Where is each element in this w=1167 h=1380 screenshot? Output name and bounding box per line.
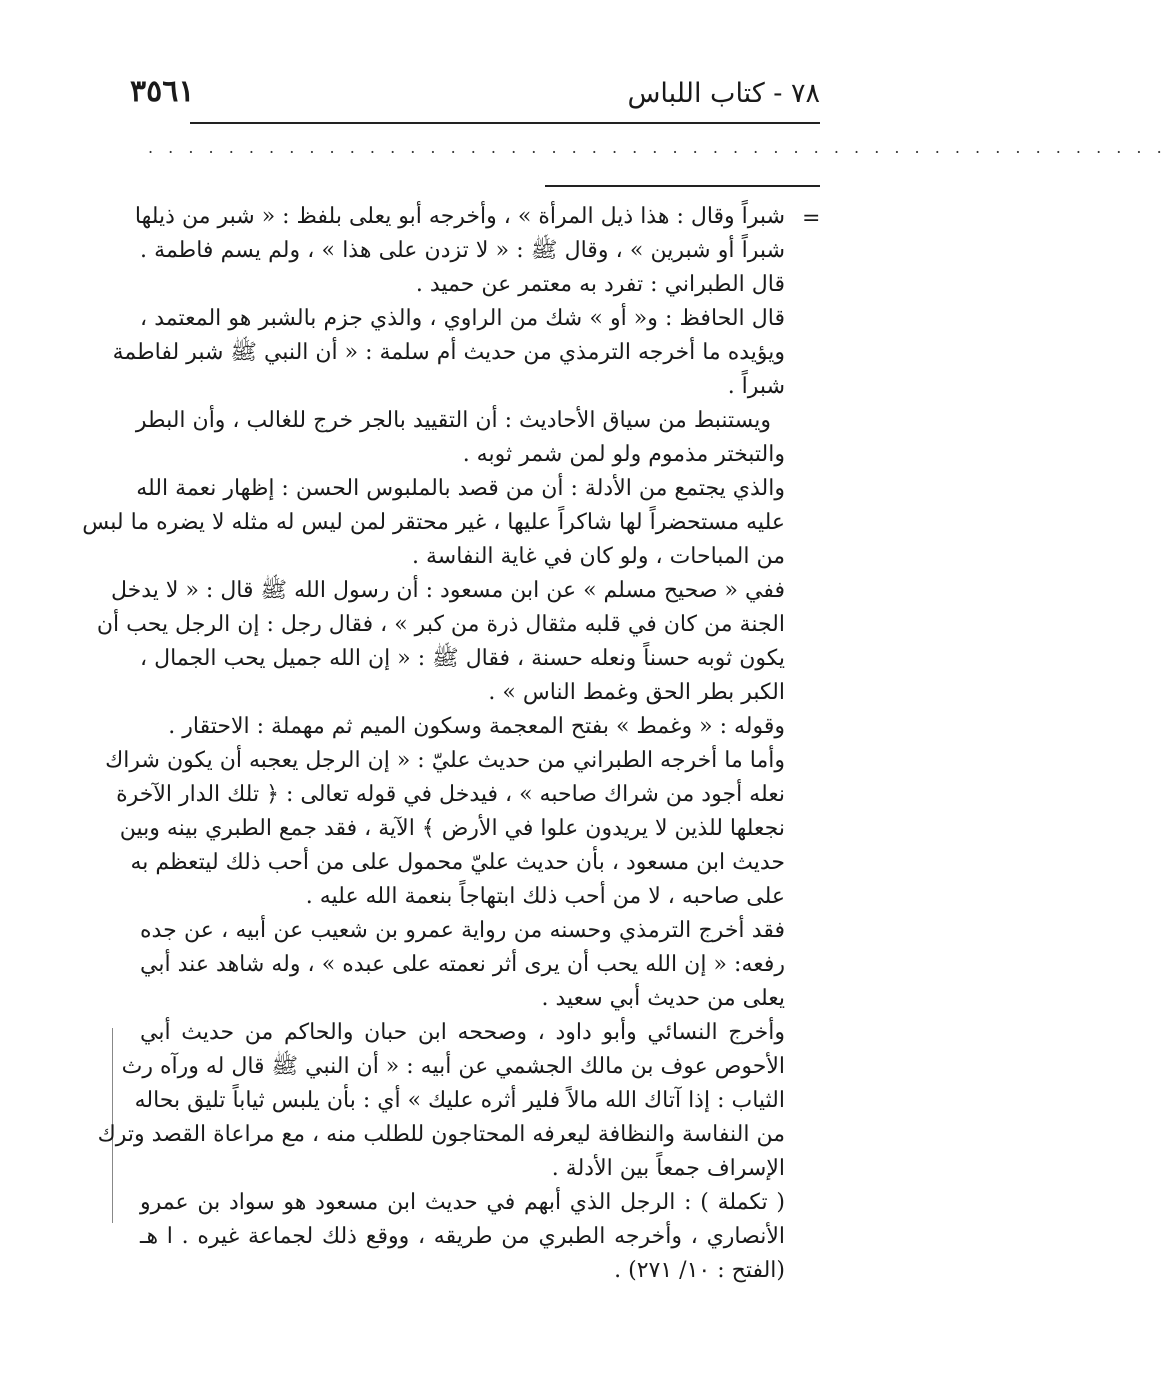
text-line: رفعه: « إن الله يحب أن يرى أثر نعمته على عبده » ، وله شاهد عند أبي (140, 952, 785, 977)
text-line: من النفاسة والنظافة ليعرفه المحتاجون للطلب منه ، مع مراعاة القصد وترك (97, 1122, 785, 1147)
text-line: والتبختر مذموم ولو لمن شمر ثوبه . (462, 442, 785, 467)
text-line: من المباحات ، ولو كان في غاية النفاسة . (412, 544, 785, 569)
text-line: نجعلها للذين لا يريدون علوا في الأرض ﴾ الآية ، فقد جمع الطبري بينه وبين (119, 816, 785, 841)
text-line: وقوله : « وغمط » بفتح المعجمة وسكون الميم ثم مهملة : الاحتقار . (168, 714, 785, 739)
text-line: والذي يجتمع من الأدلة : أن من قصد بالملبوس الحسن : إظهار نعمة الله (136, 476, 785, 501)
text-line: نعله أجود من شراك صاحبه » ، فيدخل في قوله تعالى : ﴿ تلك الدار الآخرة (116, 782, 785, 807)
text-line: الكبر بطر الحق وغمط الناس » . (488, 680, 785, 705)
continuation-mark: = (802, 206, 821, 231)
text-line: ففي « صحيح مسلم » عن ابن مسعود : أن رسول الله ﷺ قال : « لا يدخل (111, 578, 785, 603)
text-line: وأخرج النسائي وأبو داود ، وصححه ابن حبان والحاكم من حديث أبي (140, 1020, 785, 1045)
text-line: على صاحبه ، لا من أحب ذلك ابتهاجاً بنعمة الله عليه . (305, 884, 785, 909)
page-number: ٣٥٦١ (130, 74, 195, 109)
text-line: ( تكملة ) : الرجل الذي أبهم في حديث ابن مسعود هو سواد بن عمرو (140, 1190, 785, 1215)
text-line: الإسراف جمعاً بين الأدلة . (551, 1156, 785, 1181)
text-line: الأنصاري ، وأخرجه الطبري من طريقه ، ووقع ذلك لجماعة غيره . ا هـ (140, 1224, 785, 1249)
text-line: حديث ابن مسعود ، بأن حديث عليّ محمول على من أحب ذلك ليتعظم به (130, 850, 785, 875)
page-header (130, 74, 820, 118)
text-line: عليه مستحضراً لها شاكراً عليها ، غير محتقر لمن ليس له مثله لا يضره ما لبس (82, 510, 785, 535)
text-line: يعلى من حديث أبي سعيد . (541, 986, 785, 1011)
text-line: الأحوص عوف بن مالك الجشمي عن أبيه : « أن النبي ﷺ قال له ورآه رث (121, 1054, 785, 1079)
header-rule (190, 122, 820, 124)
footnote-rule (545, 185, 820, 187)
text-line: فقد أخرج الترمذي وحسنه من رواية عمرو بن شعيب عن أبيه ، عن جده (140, 918, 785, 943)
text-line: شبراً وقال : هذا ذيل المرأة » ، وأخرجه أبو يعلى بلفظ : « شبر من ذيلها (134, 204, 785, 229)
text-line: قال الحافظ : و« أو » شك من الراوي ، والذي جزم بالشبر هو المعتمد ، (140, 306, 785, 331)
dotted-separator: . . . . . . . . . . . . . . . . . . . . . . . . . . . . . . . . . . . . . . . . . . . . . . . . . . . (148, 138, 1167, 157)
text-line: شبراً . (727, 374, 785, 399)
text-line: (الفتح : ١٠/ ٢٧١) . (614, 1258, 785, 1283)
text-line: ويستنبط من سياق الأحاديث : أن التقييد بالجر خرج للغالب ، وأن البطر (135, 408, 771, 433)
text-line: وأما ما أخرجه الطبراني من حديث عليّ : « إن الرجل يعجبه أن يكون شراك (105, 748, 785, 773)
text-line: الجنة من كان في قلبه مثقال ذرة من كبر » ، فقال رجل : إن الرجل يحب أن (96, 612, 785, 637)
text-line: الثياب : إذا آتاك الله مالاً فلير أثره عليك » أي : بأن يلبس ثياباً تليق بحاله (134, 1088, 785, 1113)
text-line: يكون ثوبه حسناً ونعله حسنة ، فقال ﷺ : « إن الله جميل يحب الجمال ، (140, 646, 785, 671)
text-line: ويؤيده ما أخرجه الترمذي من حديث أم سلمة : « أن النبي ﷺ شبر لفاطمة (112, 340, 785, 365)
text-line: شبراً أو شبرين » ، وقال ﷺ : « لا تزدن على هذا » ، ولم يسم فاطمة . (140, 238, 785, 263)
text-line: قال الطبراني : تفرد به معتمر عن حميد . (415, 272, 785, 297)
footnote-text (82, 200, 785, 1288)
chapter-title: ٧٨ - كتاب اللباس (627, 78, 820, 109)
